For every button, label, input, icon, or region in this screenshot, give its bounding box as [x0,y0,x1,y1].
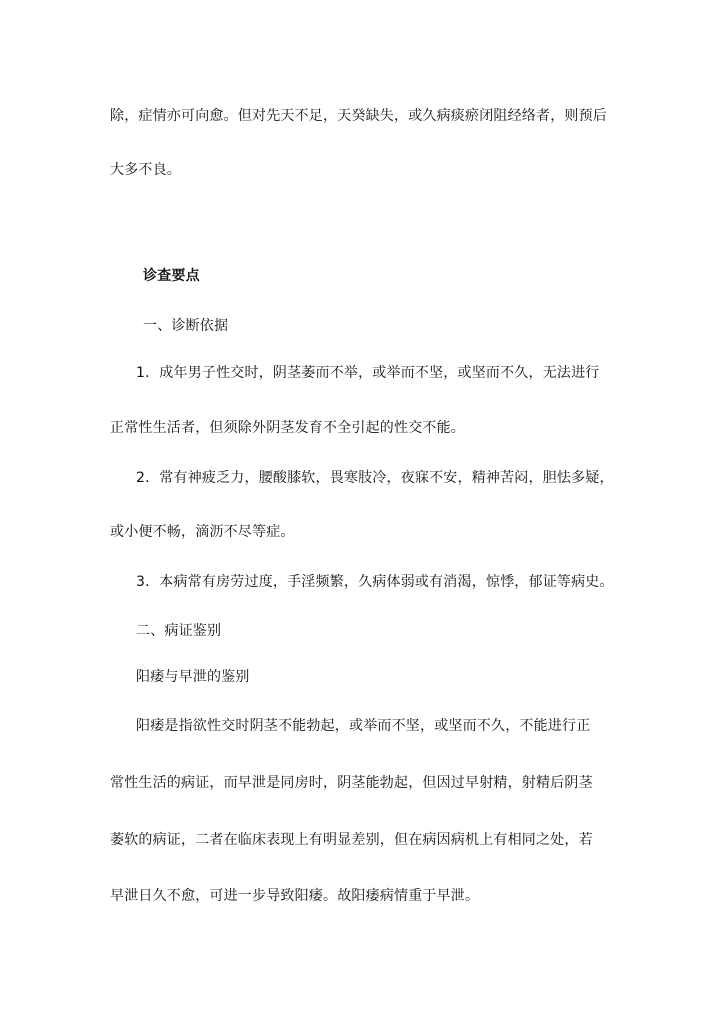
subsection-title: 阳痿与早泄的鉴别 [136,669,250,685]
paragraph-line: 正常性生活者，但须除外阴茎发育不全引起的性交不能。 [110,420,465,436]
subsection-heading: 二、病证鉴别 [136,623,222,639]
paragraph-line: 早泄日久不愈，可进一步导致阳痿。故阳痿病情重于早泄。 [110,888,480,904]
section-heading: 诊查要点 [143,268,200,284]
paragraph-line: 或小便不畅，滴沥不尽等症。 [110,524,295,540]
paragraph-line: 常性生活的病证，而早泄是同房时，阴茎能勃起，但因过早射精，射精后阴茎 [110,775,593,791]
paragraph-line: 3．本病常有房劳过度，手淫频繁，久病体弱或有消渴，惊悸，郁证等病史。 [136,574,614,590]
paragraph-line: 阳痿是指欲性交时阴茎不能勃起，或举而不坚，或坚而不久，不能进行正 [136,718,591,734]
paragraph-line: 大多不良。 [110,162,181,178]
paragraph-line: 2．常有神疲乏力，腰酸膝软，畏寒肢冷，夜寐不安，精神苦闷，胆怯多疑， [136,470,614,486]
paragraph-line: 除，症情亦可向愈。但对先天不足，天癸缺失，或久病痰瘀闭阻经络者，则预后 [110,108,607,124]
paragraph-line: 萎软的病证，二者在临床表现上有明显差别，但在病因病机上有相同之处，若 [110,832,593,848]
paragraph-line: 1．成年男子性交时，阴茎萎而不举，或举而不坚，或坚而不久，无法进行 [136,365,600,381]
subsection-heading: 一、诊断依据 [143,318,229,334]
